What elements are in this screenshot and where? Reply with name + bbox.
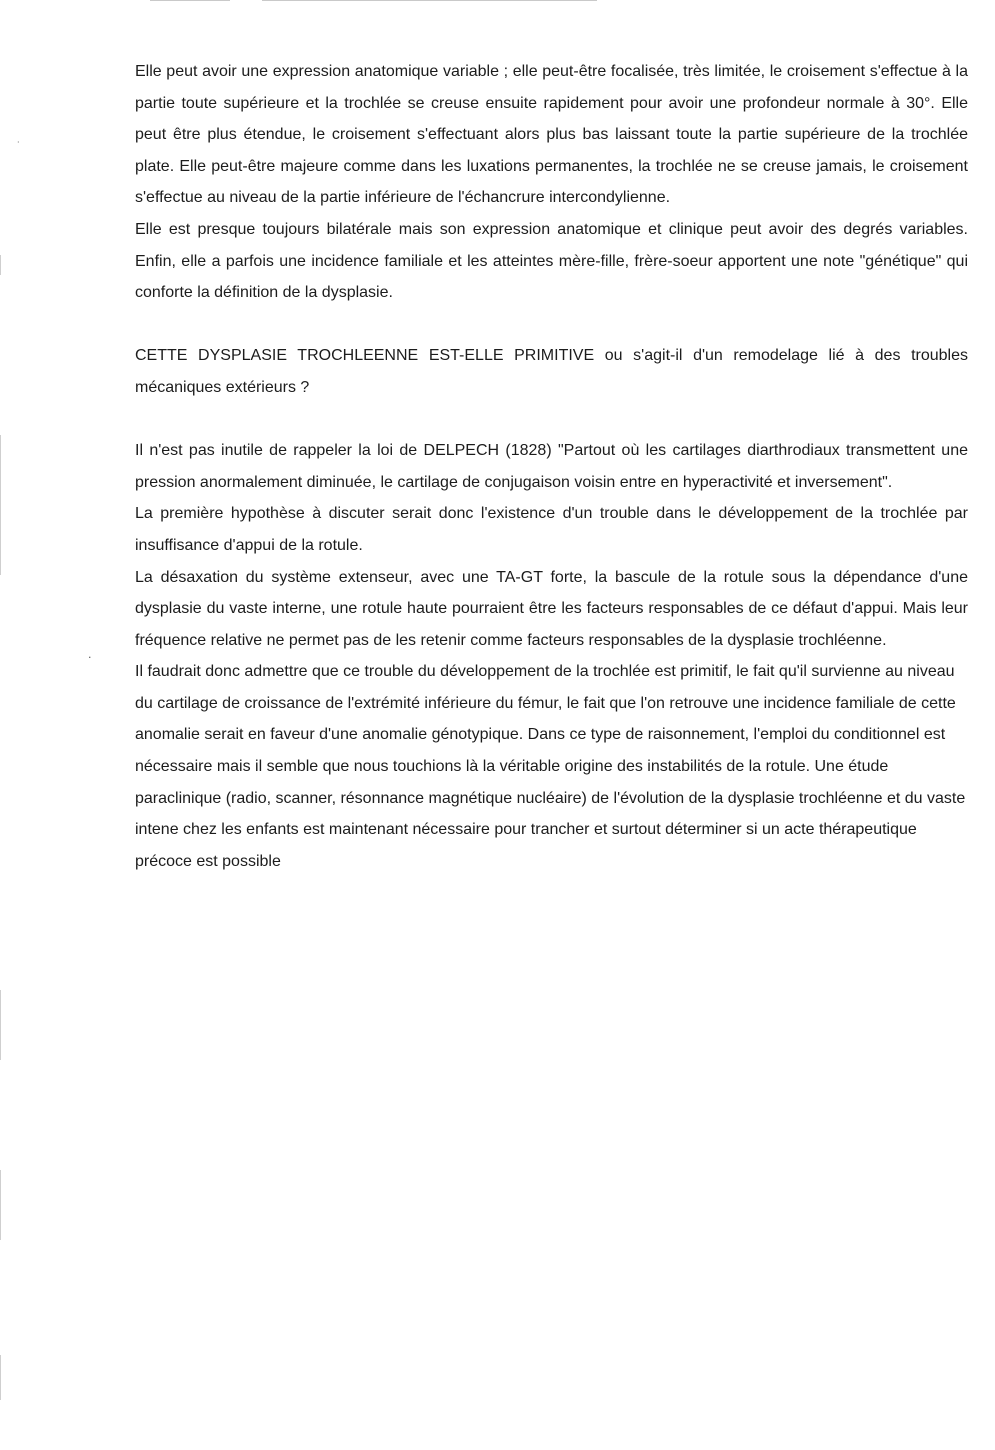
- scan-artifact-left-edge: [0, 255, 1, 275]
- paragraph-bilateral: Elle est presque toujours bilatérale mais son expression anatomique et clinique peut avoir des degrés variables. Enfin, elle a parfois une incidence familiale et les atteintes mère-fille, frère-soeur apportent une note "génétique" qui conforte la définition de la dysplasie.: [135, 220, 968, 302]
- paragraph-extensor-desaxation: La désaxation du système extenseur, avec une TA-GT forte, la bascule de la rotule sous la dépendance d'une dysplasie du vaste interne, une rotule haute pourraient être les facteurs responsables de ce défaut d'appui. Mais leur fréquence relative ne permet pas de les retenir comme facteurs responsables de la dysplasie trochléenne.: [135, 568, 968, 649]
- scan-artifact-left-edge: [0, 990, 1, 1060]
- scan-artifact-top-line: [262, 0, 597, 1]
- scan-artifact-left-edge: [0, 435, 1, 575]
- paragraph-delpech-law: Il n'est pas inutile de rappeler la loi de DELPECH (1828) "Partout où les cartilages diarthrodiaux transmettent une pression anormalement diminuée, le cartilage de conjugaison voisin entre en hyperactivité et inversement".: [135, 442, 968, 491]
- scan-artifact-top-line: [150, 0, 230, 1]
- scan-artifact-left-edge: [0, 1355, 1, 1400]
- scan-speck-mark: ·: [17, 138, 20, 147]
- document-body: [135, 56, 968, 877]
- paragraph-anatomical-expression: Elle peut avoir une expression anatomique variable ; elle peut-être focalisée, très limitée, le croisement s'effectue à la partie toute supérieure et la trochlée se creuse ensuite rapidement pour avoir une profondeur normale à 30°. Elle peut être plus étendue, le croisement s'effectuant alors plus bas laissant toute la partie supérieure de la trochlée plate. Elle peut-être majeure comme dans les luxations permanentes, la trochlée ne se creuse jamais, le croisement s'effectue au niveau de la partie inférieure de l'échancrure intercondylienne.: [135, 63, 968, 207]
- scan-speck-mark: ·: [88, 651, 92, 664]
- paragraph-conclusion: Il faudrait donc admettre que ce trouble du développement de la trochlée est primitif, le fait qu'il survienne au niveau du cartilage de croissance de l'extrémité inférieure du fémur, le fait que l'on retrouve une incidence familiale de cette anomalie serait en faveur d'une anomalie génotypique. Dans ce type de raisonnement, l'emploi du conditionnel est nécessaire mais il semble que nous touchions là la véritable origine des instabilités de la rotule. Une étude paraclinique (radio, scanner, résonnance magnétique nucléaire) de l'évolution de la dysplasie trochléenne et du vaste intene chez les enfants est maintenant nécessaire pour trancher et surtout déterminer si un acte thérapeutique précoce est possible: [135, 663, 966, 870]
- scan-artifact-left-edge: [0, 1170, 1, 1240]
- paragraph-first-hypothesis: La première hypothèse à discuter serait donc l'existence d'un trouble dans le développement de la trochlée par insuffisance d'appui de la rotule.: [135, 505, 968, 554]
- paragraph-question: CETTE DYSPLASIE TROCHLEENNE EST-ELLE PRIMITIVE ou s'agit-il d'un remodelage lié à des troubles mécaniques extérieurs ?: [135, 347, 968, 396]
